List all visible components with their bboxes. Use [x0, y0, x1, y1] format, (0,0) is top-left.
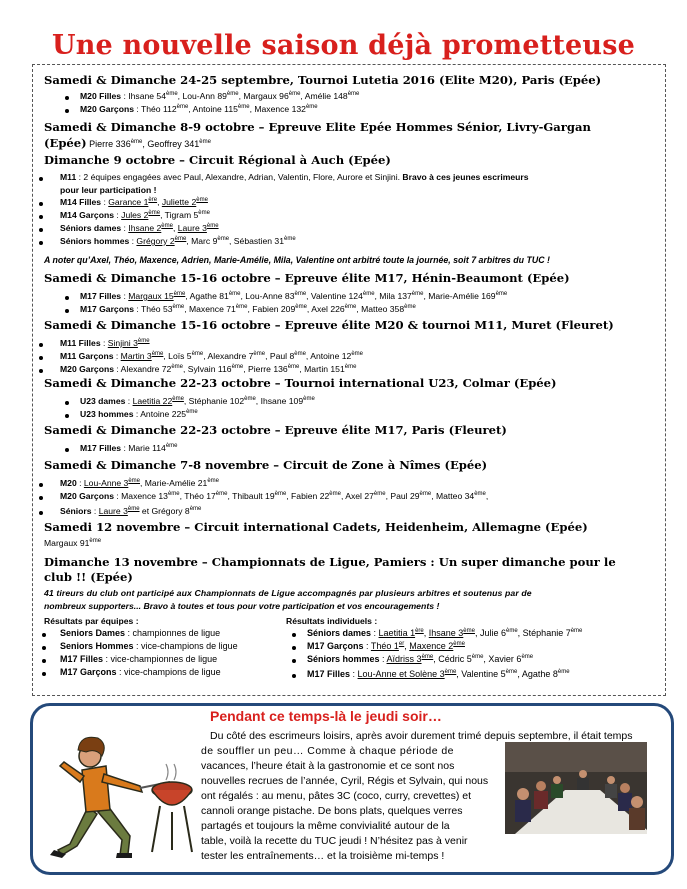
thursday-text: cannoli orange pistache. De bons plats, quelques verres: [201, 805, 463, 817]
bullet: [42, 646, 46, 650]
result-line: M20 Garçons : Théo 112ème, Antoine 115ème, Maxence 132ème: [80, 104, 318, 114]
bullet: [65, 309, 69, 313]
result-line: U23 dames : Laetitia 22ème, Stéphanie 102ème, Ihsane 109ème: [80, 396, 315, 406]
page-title: Une nouvelle saison déjà prometteuse: [51, 30, 636, 61]
bullet: [39, 356, 43, 360]
result-line: (Epée) Pierre 336ème, Geoffrey 341ème: [44, 136, 211, 150]
thursday-text: tester les entraînements… et la troisième mi-temps !: [201, 850, 445, 862]
individual-result: M17 Filles : Lou-Anne et Solène 3ème, Valentine 5ème, Agathe 8ème: [307, 669, 570, 679]
event-heading: Samedi & Dimanche 8-9 octobre – Epreuve Elite Epée Hommes Sénior, Livry-Gargan: [44, 120, 591, 134]
event-heading: Samedi 12 novembre – Circuit international Cadets, Heidenheim, Allemagne (Epée): [44, 520, 588, 534]
fencer-barbecue-illustration: [40, 722, 200, 867]
individual-results-title: Résultats individuels :: [286, 616, 378, 626]
result-line: M14 Filles : Garance 1ère, Juliette 2ème: [60, 197, 208, 207]
bullet: [39, 228, 43, 232]
result-line: M11 Garçons : Martin 3ème, Loïs 5ème, Alexandre 7ème, Paul 8ème, Antoine 12ème: [60, 351, 363, 361]
thursday-title: Pendant ce temps-là le jeudi soir…: [210, 708, 442, 724]
thursday-text: vacances, l’heure était à la gastronomie et ce sont nos: [201, 760, 455, 772]
bullet: [292, 633, 296, 637]
result-line: M14 Garçons : Jules 2ème, Tigram 5ème: [60, 210, 210, 220]
event-heading: Dimanche 13 novembre – Championnats de Ligue, Pamiers : Un super dimanche pour le: [44, 555, 616, 569]
bullet: [65, 401, 69, 405]
thursday-text: partagés et toujours la même convivialité autour de la: [201, 820, 450, 832]
result-line: U23 hommes : Antoine 225ème: [80, 409, 198, 419]
result-line: M11 Filles : Sinjini 3ème: [60, 338, 150, 348]
bullet: [39, 483, 43, 487]
bullet: [292, 646, 296, 650]
bullet: [39, 241, 43, 245]
result-line: Séniors : Laure 3ème et Grégory 8ème: [60, 506, 202, 516]
individual-result: M17 Garçons : Théo 1er, Maxence 2ème: [307, 641, 465, 651]
thursday-text: nouvelles recrues de l’année, Cyril, Régis et Sylvain, qui nous: [201, 775, 489, 787]
bullet: [39, 177, 43, 181]
result-line: M17 Garçons : Théo 53ème, Maxence 71ème, Fabien 209ème, Axel 226ème, Matteo 358ème: [80, 304, 416, 314]
bullet: [39, 496, 43, 500]
bullet: [65, 96, 69, 100]
result-line: M17 Filles : Margaux 15ème, Agathe 81ème, Lou-Anne 83ème, Valentine 124ème, Mila 137ème, Marie-Amélie 169ème: [80, 291, 508, 301]
result-line: M20 : Lou-Anne 3ème, Marie-Amélie 21ème: [60, 478, 220, 488]
bullet: [39, 511, 43, 515]
bullet: [65, 296, 69, 300]
thursday-text: de souffler un peu… Comme à chaque période de: [201, 745, 454, 757]
bullet: [65, 109, 69, 113]
championship-text: 41 tireurs du club ont participé aux Championnats de Ligue accompagnés par plusieurs arbitres et soutenus par de: [44, 588, 532, 598]
bullet: [65, 414, 69, 418]
bullet: [39, 215, 43, 219]
bullet: [39, 202, 43, 206]
team-results-title: Résultats par équipes :: [44, 616, 139, 626]
thursday-text: ont régalés : au menu, pâtes 3C (coco, curry, crevettes) et: [201, 790, 472, 802]
event-heading: Samedi & Dimanche 15-16 octobre – Epreuve élite M17, Hénin-Beaumont (Epée): [44, 271, 570, 285]
bullet: [292, 674, 296, 678]
thursday-text: Du côté des escrimeurs loisirs, après avoir durement trimé depuis septembre, il était temps: [210, 730, 633, 742]
result-line: M20 Garçons : Maxence 13ème, Théo 17ème, Thibault 19ème, Fabien 22ème, Axel 27ème, Paul 29ème, Matteo 34ème,: [60, 491, 489, 501]
result-line: pour leur participation !: [60, 185, 157, 195]
thursday-text: table, voilà la recette du TUC jeudi ! N’hésitez pas à venir: [201, 835, 468, 847]
result-line: M11 : 2 équipes engagées avec Paul, Alexandre, Adrian, Valentin, Flore, Aurore et Sinjini. Bravo à ces jeunes escrimeurs: [60, 172, 529, 182]
bullet: [292, 659, 296, 663]
dinner-photo: [505, 742, 647, 834]
team-result: Seniors Hommes : vice-champions de ligue: [60, 641, 238, 651]
bullet: [42, 633, 46, 637]
team-result: Seniors Dames : championnes de ligue: [60, 628, 221, 638]
championship-text: nombreux supporters... Bravo à toutes et tous pour votre participation et vos encouragements !: [44, 601, 440, 611]
team-result: M17 Filles : vice-championnes de ligue: [60, 654, 218, 664]
team-result: M17 Garçons : vice-champions de ligue: [60, 667, 221, 677]
referee-note: A noter qu’Axel, Théo, Maxence, Adrien, Marie-Amélie, Mila, Valentine ont arbitré toute la journée, soit 7 arbitres du TUC !: [44, 255, 550, 265]
event-heading: Samedi & Dimanche 24-25 septembre, Tournoi Lutetia 2016 (Elite M20), Paris (Epée): [44, 73, 602, 87]
result-line: M20 Garçons : Alexandre 72ème, Sylvain 116ème, Pierre 136ème, Martin 151ème: [60, 364, 357, 374]
individual-result: Séniors hommes : Aïdriss 3ème, Cédric 5ème, Xavier 6ème: [307, 654, 534, 664]
bullet: [65, 448, 69, 452]
event-heading: Samedi & Dimanche 15-16 octobre – Epreuve élite M20 & tournoi M11, Muret (Fleuret): [44, 318, 614, 332]
event-heading: Samedi & Dimanche 7-8 novembre – Circuit de Zone à Nîmes (Epée): [44, 458, 488, 472]
result-line: Séniors dames : Ihsane 2ème, Laure 3ème: [60, 223, 219, 233]
event-heading-cont: club !! (Epée): [44, 570, 133, 584]
result-line: M17 Filles : Marie 114ème: [80, 443, 178, 453]
result-line: Séniors hommes : Grégory 2ème, Marc 9ème, Sébastien 31ème: [60, 236, 296, 246]
bullet: [39, 343, 43, 347]
bullet: [39, 369, 43, 373]
event-heading: Samedi & Dimanche 22-23 octobre – Epreuve élite M17, Paris (Fleuret): [44, 423, 507, 437]
event-heading: Samedi & Dimanche 22-23 octobre – Tournoi international U23, Colmar (Epée): [44, 376, 557, 390]
event-heading: Dimanche 9 octobre – Circuit Régional à Auch (Epée): [44, 153, 391, 167]
bullet: [42, 659, 46, 663]
result-line: Margaux 91ème: [44, 538, 102, 548]
bullet: [42, 672, 46, 676]
result-line: M20 Filles : Ihsane 54ème, Lou-Ann 89ème, Margaux 96ème, Amélie 148ème: [80, 91, 360, 101]
individual-result: Séniors dames : Laetitia 1ère, Ihsane 3ème, Julie 6ème, Stéphanie 7ème: [307, 628, 583, 638]
